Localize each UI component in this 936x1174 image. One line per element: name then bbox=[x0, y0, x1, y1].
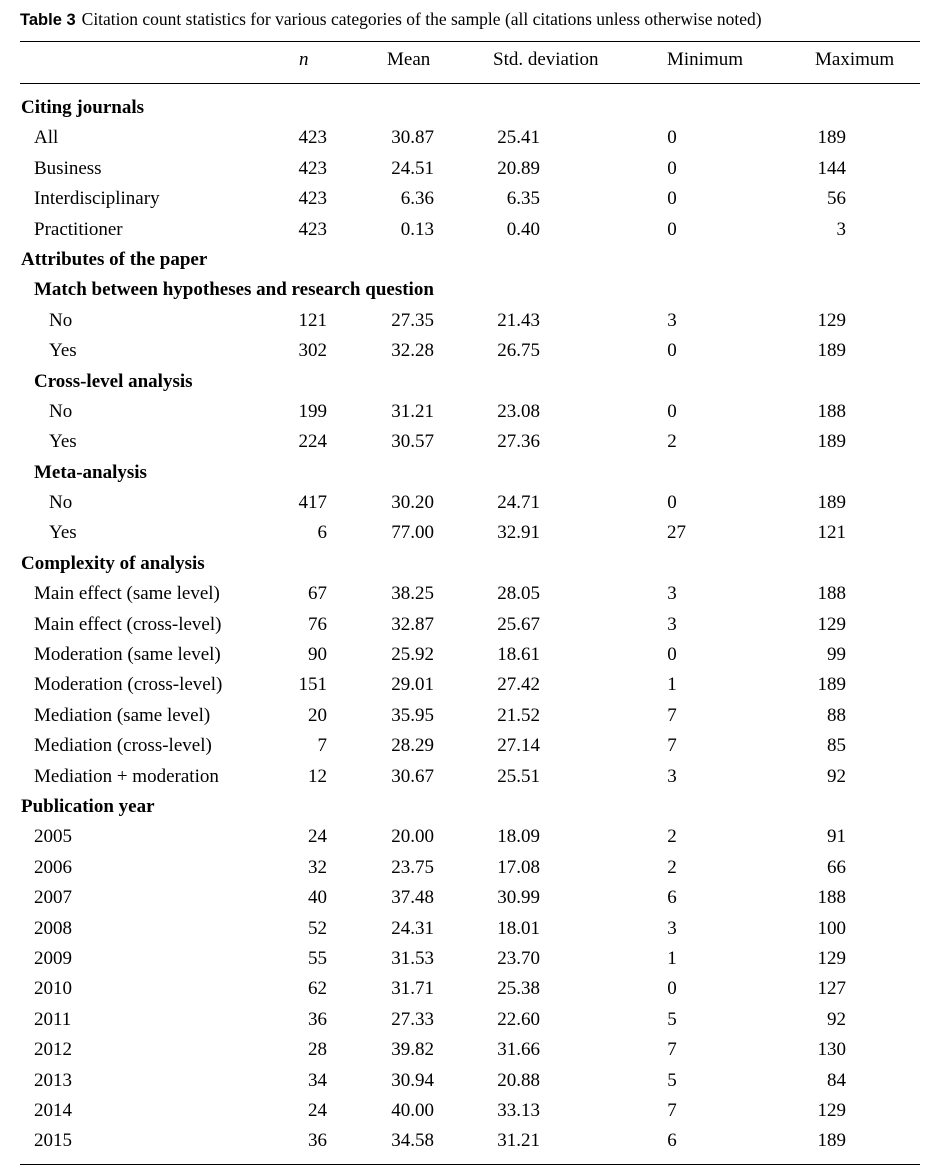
table-title: Citation count statistics for various categories of the sample (all citations unless otherwise noted) bbox=[81, 9, 762, 29]
cell-minimum: 3 bbox=[667, 309, 677, 331]
row-label: Business bbox=[34, 157, 102, 179]
cell-std-deviation: 31.21 bbox=[497, 1130, 540, 1152]
cell-n: 302 bbox=[298, 340, 327, 362]
cell-mean: 40.00 bbox=[391, 1099, 434, 1121]
cell-maximum: 129 bbox=[817, 1099, 846, 1121]
cell-std-deviation: 22.60 bbox=[497, 1008, 540, 1030]
cell-n: 24 bbox=[308, 1099, 327, 1121]
cell-minimum: 0 bbox=[667, 188, 677, 210]
row-label: Moderation (cross-level) bbox=[34, 674, 223, 696]
cell-std-deviation: 20.88 bbox=[497, 1069, 540, 1091]
cell-n: 423 bbox=[298, 127, 327, 149]
cell-minimum: 1 bbox=[667, 674, 677, 696]
table-row bbox=[0, 731, 936, 761]
cell-minimum: 3 bbox=[667, 917, 677, 939]
cell-n: 423 bbox=[298, 218, 327, 240]
cell-mean: 0.13 bbox=[400, 218, 434, 240]
header-rule bbox=[20, 83, 920, 84]
table-caption bbox=[20, 9, 920, 30]
row-label: Mediation (same level) bbox=[34, 704, 211, 726]
cell-n: 121 bbox=[298, 309, 327, 331]
cell-maximum: 189 bbox=[817, 340, 846, 362]
table-row bbox=[0, 154, 936, 184]
cell-maximum: 127 bbox=[817, 978, 846, 1000]
cell-mean: 30.20 bbox=[391, 492, 434, 514]
cell-n: 224 bbox=[298, 431, 327, 453]
cell-n: 20 bbox=[308, 704, 327, 726]
cell-maximum: 188 bbox=[817, 583, 846, 605]
table-row bbox=[0, 306, 936, 336]
table-row bbox=[0, 215, 936, 245]
section-header-row bbox=[0, 245, 936, 275]
table-row bbox=[0, 397, 936, 427]
row-label: 2010 bbox=[34, 978, 72, 1000]
column-header-minimum: Minimum bbox=[667, 49, 744, 70]
table-row bbox=[0, 123, 936, 153]
cell-mean: 27.33 bbox=[391, 1008, 434, 1030]
cell-mean: 30.94 bbox=[391, 1069, 434, 1091]
cell-std-deviation: 30.99 bbox=[497, 887, 540, 909]
cell-mean: 24.51 bbox=[391, 157, 434, 179]
row-label: Yes bbox=[49, 340, 77, 362]
cell-std-deviation: 27.14 bbox=[497, 735, 540, 757]
row-label: Main effect (cross-level) bbox=[34, 613, 222, 635]
cell-mean: 32.28 bbox=[391, 340, 434, 362]
cell-mean: 24.31 bbox=[391, 917, 434, 939]
cell-maximum: 188 bbox=[817, 400, 846, 422]
cell-mean: 20.00 bbox=[391, 826, 434, 848]
cell-std-deviation: 32.91 bbox=[497, 522, 540, 544]
section-label: Meta-analysis bbox=[34, 461, 147, 483]
table-row bbox=[0, 974, 936, 1004]
table-row bbox=[0, 914, 936, 944]
cell-n: 199 bbox=[298, 400, 327, 422]
row-label: 2014 bbox=[34, 1099, 72, 1121]
cell-n: 40 bbox=[308, 887, 327, 909]
cell-maximum: 121 bbox=[817, 522, 846, 544]
cell-n: 7 bbox=[317, 735, 327, 757]
section-label: Citing journals bbox=[21, 97, 144, 118]
cell-mean: 28.29 bbox=[391, 735, 434, 757]
cell-mean: 30.87 bbox=[391, 127, 434, 149]
cell-maximum: 130 bbox=[817, 1039, 846, 1061]
cell-maximum: 66 bbox=[827, 856, 846, 878]
cell-maximum: 129 bbox=[817, 947, 846, 969]
section-header-row bbox=[0, 93, 936, 123]
row-label: 2012 bbox=[34, 1039, 72, 1061]
cell-maximum: 189 bbox=[817, 127, 846, 149]
cell-minimum: 6 bbox=[667, 1130, 677, 1152]
table-row bbox=[0, 883, 936, 913]
cell-minimum: 6 bbox=[667, 887, 677, 909]
table-row bbox=[0, 822, 936, 852]
cell-mean: 31.53 bbox=[391, 947, 434, 969]
cell-n: 52 bbox=[308, 917, 327, 939]
row-label: 2009 bbox=[34, 947, 72, 969]
section-header-row bbox=[0, 458, 936, 488]
table-row bbox=[0, 1126, 936, 1156]
cell-n: 423 bbox=[298, 188, 327, 210]
cell-std-deviation: 18.09 bbox=[497, 826, 540, 848]
row-label: 2008 bbox=[34, 917, 72, 939]
cell-minimum: 7 bbox=[667, 704, 677, 726]
cell-maximum: 92 bbox=[827, 1008, 846, 1030]
table-number: Table 3 bbox=[20, 11, 76, 29]
cell-minimum: 5 bbox=[667, 1069, 677, 1091]
cell-maximum: 99 bbox=[827, 644, 846, 666]
cell-minimum: 27 bbox=[667, 522, 686, 544]
row-label: 2005 bbox=[34, 826, 72, 848]
cell-maximum: 3 bbox=[836, 218, 846, 240]
row-label: Yes bbox=[49, 431, 77, 453]
cell-minimum: 0 bbox=[667, 978, 677, 1000]
table-row bbox=[0, 701, 936, 731]
cell-std-deviation: 25.51 bbox=[497, 765, 540, 787]
cell-n: 76 bbox=[308, 613, 327, 635]
cell-mean: 31.71 bbox=[391, 978, 434, 1000]
cell-mean: 30.57 bbox=[391, 431, 434, 453]
cell-minimum: 0 bbox=[667, 400, 677, 422]
section-label: Attributes of the paper bbox=[21, 248, 208, 270]
cell-minimum: 0 bbox=[667, 492, 677, 514]
cell-maximum: 56 bbox=[827, 188, 846, 210]
table-row bbox=[0, 944, 936, 974]
cell-maximum: 129 bbox=[817, 613, 846, 635]
cell-std-deviation: 6.35 bbox=[506, 188, 540, 210]
row-label: Yes bbox=[49, 522, 77, 544]
cell-maximum: 88 bbox=[827, 704, 846, 726]
cell-std-deviation: 26.75 bbox=[497, 340, 540, 362]
table-row bbox=[0, 1035, 936, 1065]
cell-minimum: 7 bbox=[667, 735, 677, 757]
row-label: Mediation (cross-level) bbox=[34, 735, 212, 757]
cell-mean: 27.35 bbox=[391, 309, 434, 331]
cell-mean: 77.00 bbox=[391, 522, 434, 544]
section-header-row bbox=[0, 792, 936, 822]
cell-minimum: 0 bbox=[667, 157, 677, 179]
cell-std-deviation: 18.01 bbox=[497, 917, 540, 939]
row-label: 2013 bbox=[34, 1069, 72, 1091]
cell-maximum: 189 bbox=[817, 1130, 846, 1152]
cell-mean: 32.87 bbox=[391, 613, 434, 635]
cell-maximum: 188 bbox=[817, 887, 846, 909]
section-label: Publication year bbox=[21, 795, 155, 817]
table-row bbox=[0, 336, 936, 366]
top-rule bbox=[20, 41, 920, 42]
cell-n: 55 bbox=[308, 947, 327, 969]
cell-std-deviation: 33.13 bbox=[497, 1099, 540, 1121]
cell-maximum: 189 bbox=[817, 674, 846, 696]
cell-minimum: 7 bbox=[667, 1099, 677, 1121]
cell-maximum: 85 bbox=[827, 735, 846, 757]
row-label: Interdisciplinary bbox=[34, 188, 160, 210]
cell-std-deviation: 28.05 bbox=[497, 583, 540, 605]
section-header-row bbox=[0, 549, 936, 579]
section-label: Match between hypotheses and research question bbox=[34, 279, 434, 301]
cell-maximum: 144 bbox=[817, 157, 846, 179]
cell-std-deviation: 17.08 bbox=[497, 856, 540, 878]
cell-minimum: 0 bbox=[667, 644, 677, 666]
table-row bbox=[0, 1005, 936, 1035]
column-header-std-deviation: Std. deviation bbox=[493, 49, 599, 70]
row-label: Moderation (same level) bbox=[34, 644, 221, 666]
cell-std-deviation: 27.36 bbox=[497, 431, 540, 453]
cell-n: 417 bbox=[298, 492, 327, 514]
table-row bbox=[0, 1096, 936, 1126]
cell-mean: 29.01 bbox=[391, 674, 434, 696]
row-label: 2006 bbox=[34, 856, 72, 878]
cell-mean: 30.67 bbox=[391, 765, 434, 787]
row-label: 2015 bbox=[34, 1130, 72, 1152]
cell-n: 12 bbox=[308, 765, 327, 787]
cell-std-deviation: 21.43 bbox=[497, 309, 540, 331]
cell-n: 67 bbox=[308, 583, 327, 605]
cell-mean: 35.95 bbox=[391, 704, 434, 726]
cell-std-deviation: 0.40 bbox=[506, 218, 540, 240]
row-label: Main effect (same level) bbox=[34, 583, 220, 605]
cell-std-deviation: 25.67 bbox=[497, 613, 540, 635]
cell-n: 24 bbox=[308, 826, 327, 848]
cell-maximum: 100 bbox=[817, 917, 846, 939]
cell-minimum: 0 bbox=[667, 218, 677, 240]
cell-std-deviation: 27.42 bbox=[497, 674, 540, 696]
cell-maximum: 92 bbox=[827, 765, 846, 787]
cell-std-deviation: 21.52 bbox=[497, 704, 540, 726]
section-header-row bbox=[0, 367, 936, 397]
cell-mean: 6.36 bbox=[400, 188, 434, 210]
table-row bbox=[0, 640, 936, 670]
cell-n: 28 bbox=[308, 1039, 327, 1061]
section-label: Cross-level analysis bbox=[34, 370, 193, 392]
row-label: No bbox=[49, 400, 73, 422]
table-row bbox=[0, 762, 936, 792]
table-row bbox=[0, 518, 936, 548]
cell-n: 6 bbox=[317, 522, 327, 544]
cell-minimum: 3 bbox=[667, 765, 677, 787]
cell-minimum: 7 bbox=[667, 1039, 677, 1061]
cell-mean: 25.92 bbox=[391, 644, 434, 666]
column-header-row bbox=[0, 49, 936, 75]
bottom-rule bbox=[20, 1164, 920, 1165]
cell-n: 36 bbox=[308, 1008, 327, 1030]
cell-minimum: 3 bbox=[667, 583, 677, 605]
cell-std-deviation: 23.70 bbox=[497, 947, 540, 969]
cell-maximum: 91 bbox=[827, 826, 846, 848]
cell-std-deviation: 18.61 bbox=[497, 644, 540, 666]
cell-minimum: 2 bbox=[667, 431, 677, 453]
table-row bbox=[0, 1066, 936, 1096]
cell-n: 34 bbox=[308, 1069, 327, 1091]
cell-minimum: 0 bbox=[667, 127, 677, 149]
cell-n: 32 bbox=[308, 856, 327, 878]
row-label: No bbox=[49, 492, 73, 514]
section-header-row bbox=[0, 275, 936, 305]
table-body bbox=[0, 93, 936, 1157]
cell-std-deviation: 31.66 bbox=[497, 1039, 540, 1061]
table-row bbox=[0, 853, 936, 883]
cell-mean: 23.75 bbox=[391, 856, 434, 878]
cell-std-deviation: 25.38 bbox=[497, 978, 540, 1000]
row-label: 2007 bbox=[34, 887, 72, 909]
table-row bbox=[0, 184, 936, 214]
column-header-maximum: Maximum bbox=[815, 49, 895, 70]
cell-n: 151 bbox=[298, 674, 327, 696]
row-label: No bbox=[49, 309, 73, 331]
table-row bbox=[0, 670, 936, 700]
cell-n: 62 bbox=[308, 978, 327, 1000]
cell-minimum: 2 bbox=[667, 856, 677, 878]
cell-std-deviation: 20.89 bbox=[497, 157, 540, 179]
cell-maximum: 129 bbox=[817, 309, 846, 331]
table-row bbox=[0, 610, 936, 640]
cell-minimum: 0 bbox=[667, 340, 677, 362]
row-label: Practitioner bbox=[34, 218, 123, 240]
table-row bbox=[0, 488, 936, 518]
cell-maximum: 189 bbox=[817, 492, 846, 514]
cell-minimum: 5 bbox=[667, 1008, 677, 1030]
cell-maximum: 84 bbox=[827, 1069, 846, 1091]
cell-minimum: 3 bbox=[667, 613, 677, 635]
cell-mean: 34.58 bbox=[391, 1130, 434, 1152]
row-label: 2011 bbox=[34, 1008, 72, 1030]
row-label: Mediation + moderation bbox=[34, 765, 219, 787]
cell-n: 90 bbox=[308, 644, 327, 666]
column-header-mean: Mean bbox=[387, 49, 431, 70]
cell-minimum: 1 bbox=[667, 947, 677, 969]
cell-std-deviation: 25.41 bbox=[497, 127, 540, 149]
table-row bbox=[0, 427, 936, 457]
cell-n: 423 bbox=[298, 157, 327, 179]
cell-std-deviation: 24.71 bbox=[497, 492, 540, 514]
row-label: All bbox=[34, 127, 59, 149]
cell-mean: 38.25 bbox=[391, 583, 434, 605]
cell-std-deviation: 23.08 bbox=[497, 400, 540, 422]
column-header-n: n bbox=[299, 49, 309, 70]
cell-maximum: 189 bbox=[817, 431, 846, 453]
table-row bbox=[0, 579, 936, 609]
section-label: Complexity of analysis bbox=[21, 552, 205, 574]
cell-mean: 31.21 bbox=[391, 400, 434, 422]
cell-minimum: 2 bbox=[667, 826, 677, 848]
cell-mean: 39.82 bbox=[391, 1039, 434, 1061]
cell-n: 36 bbox=[308, 1130, 327, 1152]
cell-mean: 37.48 bbox=[391, 887, 434, 909]
